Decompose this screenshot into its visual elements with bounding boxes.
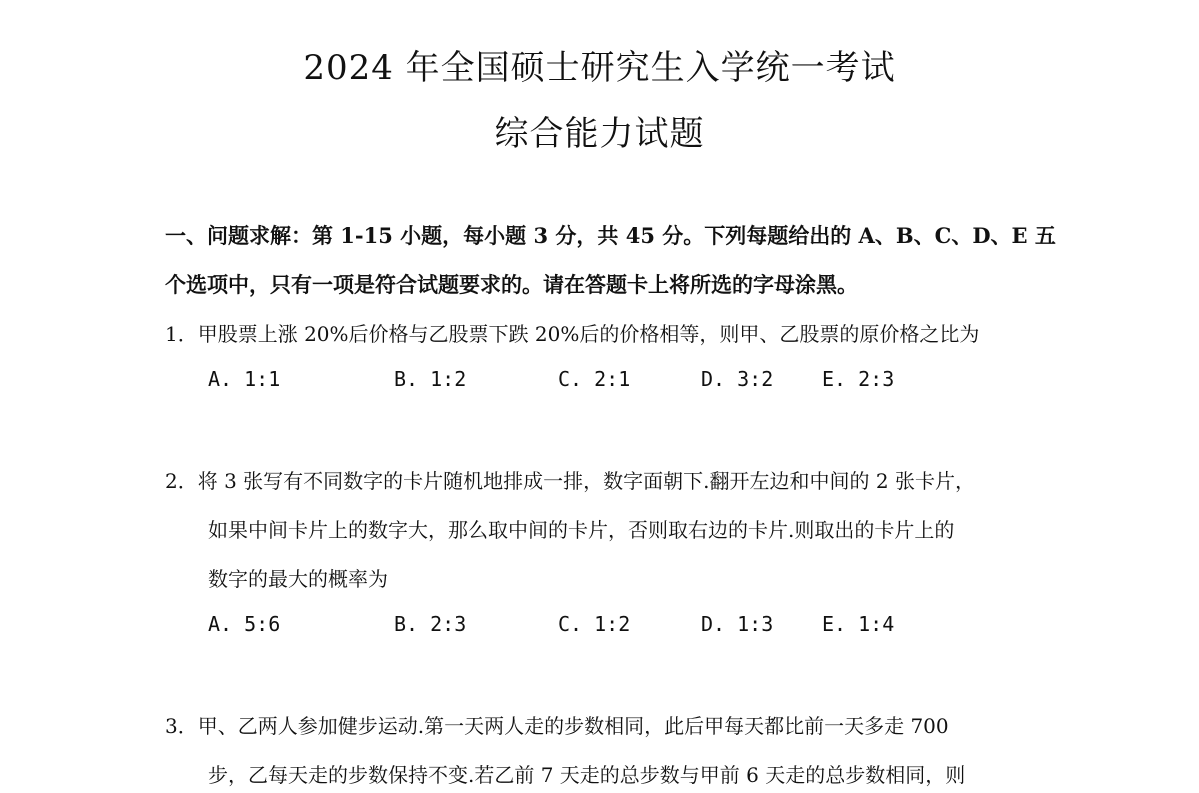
question-1-option-e: E. 2:3 (822, 367, 895, 391)
question-1-text: 1．甲股票上涨 20%后价格与乙股票下跌 20%后的价格相等，则甲、乙股票的原价格之比为 (165, 322, 980, 346)
question-1-option-c: C. 2:1 (558, 367, 631, 391)
question-1-option-d: D. 3:2 (701, 367, 774, 391)
question-2-option-e: E. 1:4 (822, 612, 895, 636)
question-2-option-b: B. 2:3 (394, 612, 467, 636)
question-2-text-line-3: 数字的最大的概率为 (208, 567, 388, 591)
section-instruction-line-2: 个选项中，只有一项是符合试题要求的。请在答题卡上将所选的字母涂黑。 (165, 272, 858, 297)
question-1-option-b: B. 1:2 (394, 367, 467, 391)
question-2-option-d: D. 1:3 (701, 612, 774, 636)
exam-subtitle: 综合能力试题 (494, 114, 705, 154)
question-2-text-line-1: 2．将 3 张写有不同数字的卡片随机地排成一排，数字面朝下.翻开左边和中间的 2 张卡片， (165, 469, 975, 493)
question-2-text-line-2: 如果中间卡片上的数字大，那么取中间的卡片，否则取右边的卡片.则取出的卡片上的 (208, 518, 955, 542)
question-2-option-a: A. 5:6 (208, 612, 281, 636)
section-instruction-line-1: 一、问题求解：第 1-15 小题，每小题 3 分，共 45 分。下列每题给出的 A、B、C、D、E 五 (165, 223, 1056, 248)
exam-title: 2024 年全国硕士研究生入学统一考试 (303, 48, 896, 88)
question-1-option-a: A. 1:1 (208, 367, 281, 391)
question-3-text-line-2: 步，乙每天走的步数保持不变.若乙前 7 天走的总步数与甲前 6 天走的总步数相同，则 (208, 763, 966, 787)
question-2-option-c: C. 1:2 (558, 612, 631, 636)
question-3-text-line-1: 3．甲、乙两人参加健步运动.第一天两人走的步数相同，此后甲每天都比前一天多走 700 (165, 714, 949, 738)
